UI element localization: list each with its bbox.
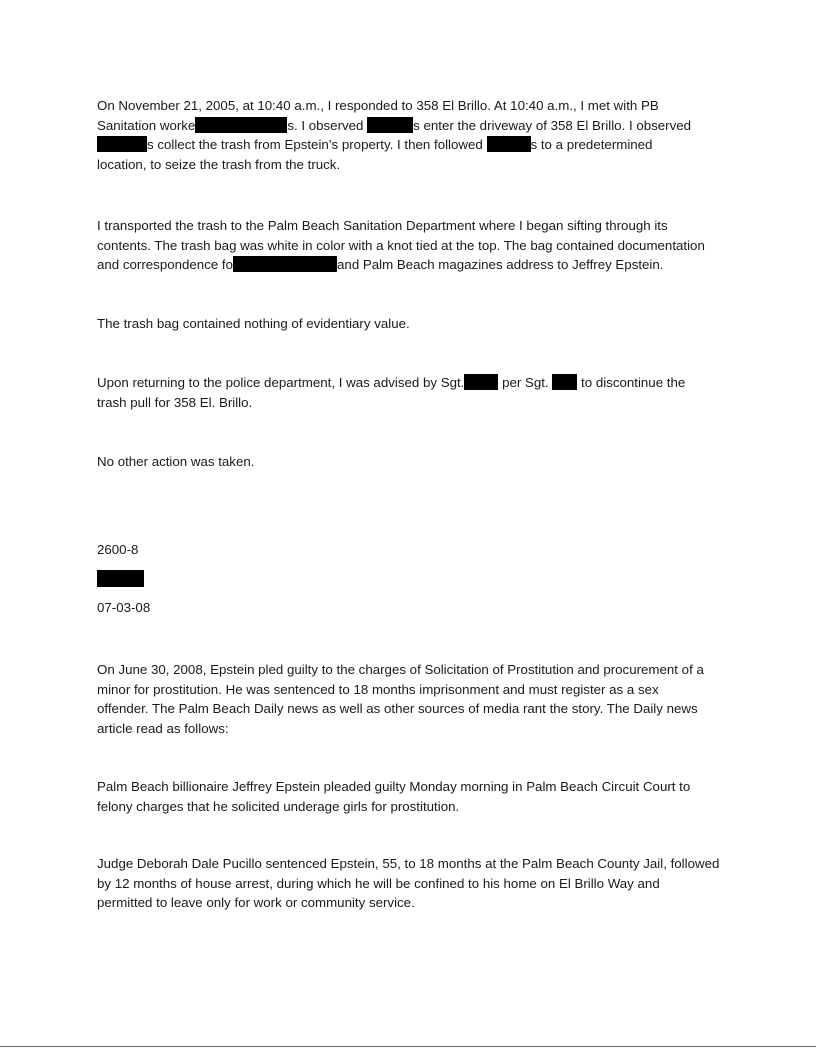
redaction-bar — [97, 136, 147, 152]
text-fragment: s to a predetermined — [530, 137, 653, 152]
text-fragment: Sanitation worke — [97, 117, 196, 133]
paragraph-guilty-plea — [97, 660, 737, 738]
text-line: offender. The Palm Beach Daily news as well as other sources of media rant the story. The Daily news — [97, 701, 698, 716]
text-fragment: Upon returning to the police department, I was advised by Sgt. — [97, 375, 465, 390]
text-line: On November 21, 2005, at 10:40 a.m., I responded to 358 El Brillo. At 10:40 a.m., I met with PB — [97, 98, 659, 113]
text-fragment: and correspondence fo — [97, 257, 234, 272]
text-line: The trash bag contained nothing of evidentiary value. — [97, 316, 410, 331]
text-fragment: s. I observed — [287, 117, 364, 133]
text-line: On June 30, 2008, Epstein pled guilty to the charges of Solicitation of Prostitution and procurement of a — [97, 662, 704, 677]
text-line — [97, 255, 737, 275]
text-line: trash pull for 358 El. Brillo. — [97, 394, 253, 410]
redaction-bar — [464, 374, 498, 390]
redaction-bar — [552, 374, 577, 390]
text-fragment: s collect the trash from Epstein’s property. I then followed — [147, 137, 483, 152]
text-line: I transported the trash to the Palm Beach Sanitation Department where I began sifting through its — [97, 218, 668, 233]
text-line — [97, 135, 737, 155]
redaction-bar — [233, 256, 337, 272]
paragraph-article-lead — [97, 777, 737, 816]
redaction-bar — [367, 117, 413, 133]
text-line: Judge Deborah Dale Pucillo sentenced Epstein, 55, to 18 months at the Palm Beach County Jail, followed — [97, 856, 720, 871]
text-fragment: per Sgt. — [502, 375, 549, 390]
text-line: location, to seize the trash from the truck. — [97, 156, 341, 172]
paragraph-no-evidence — [97, 314, 737, 334]
text-line: Palm Beach billionaire Jeffrey Epstein pleaded guilty Monday morning in Palm Beach Circuit Court to — [97, 779, 691, 794]
paragraph-sentencing — [97, 854, 737, 913]
paragraph-trash-contents — [97, 216, 737, 275]
case-number — [97, 540, 737, 560]
text-line: felony charges that he solicited underage girls for prostitution. — [97, 798, 460, 814]
text-fragment: to discontinue the — [581, 375, 686, 390]
paragraph-no-action — [97, 452, 737, 472]
paragraph-trash-pickup — [97, 96, 737, 174]
redaction-bar — [195, 117, 287, 133]
text-line: article read as follows: — [97, 720, 229, 736]
text-line: 2600-8 — [97, 542, 139, 557]
text-line: contents. The trash bag was white in color with a knot tied at the top. The bag contained documentation — [97, 237, 705, 253]
text-line: No other action was taken. — [97, 454, 255, 469]
entry-date — [97, 598, 737, 618]
text-line: minor for prostitution. He was sentenced to 18 months imprisonment and must register as a sex — [97, 681, 659, 697]
paragraph-discontinue — [97, 373, 737, 412]
redaction-bar — [487, 136, 531, 152]
text-line: by 12 months of house arrest, during which he will be confined to his home on El Brillo Way and — [97, 875, 660, 891]
text-line — [97, 116, 737, 136]
text-fragment: and Palm Beach magazines address to Jeffrey Epstein. — [337, 257, 664, 272]
redaction-bar-signature — [97, 570, 144, 587]
text-line: 07-03-08 — [97, 600, 151, 615]
scan-bottom-edge — [0, 1046, 816, 1047]
text-line — [97, 373, 737, 393]
text-fragment: s enter the driveway of 358 El Brillo. I observed — [413, 117, 692, 133]
text-line: permitted to leave only for work or community service. — [97, 895, 415, 910]
